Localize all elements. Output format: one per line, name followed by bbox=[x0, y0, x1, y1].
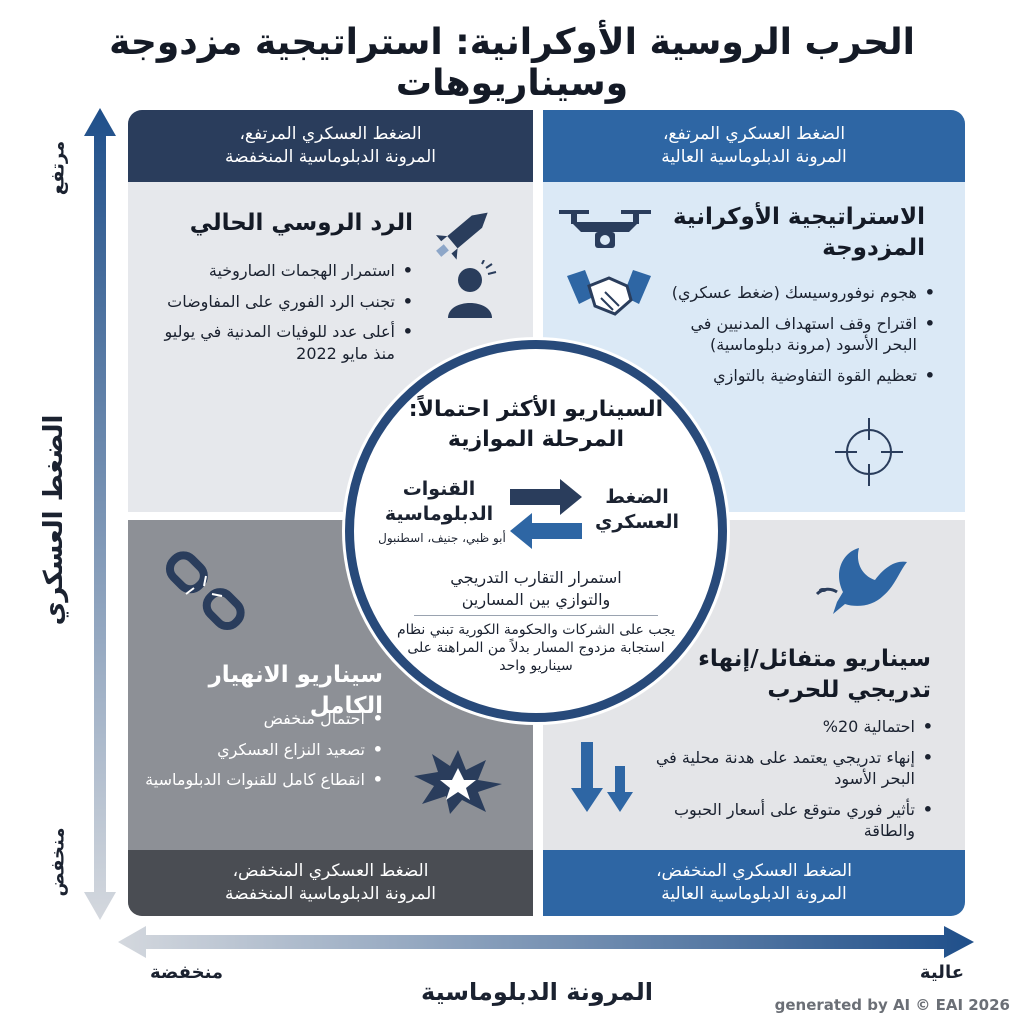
list-item: • استمرار الهجمات الصاروخية bbox=[153, 260, 413, 282]
diplomatic-places: أبو ظبي، جنيف، اسطنبول bbox=[378, 531, 506, 545]
list-item: • أعلى عدد للوفيات المدنية في يوليو منذ مايو 2022 bbox=[153, 321, 413, 364]
quadrant-title: سيناريو الانهيار الكامل bbox=[208, 662, 383, 720]
convergence-line: والتوازي بين المسارين bbox=[461, 589, 611, 609]
quadrant-header bbox=[543, 110, 965, 182]
vertical-axis-arrow bbox=[84, 108, 116, 920]
bullet-list bbox=[153, 260, 413, 373]
divider bbox=[414, 615, 658, 616]
drone-icon bbox=[557, 206, 653, 254]
military-line: العسكري bbox=[595, 510, 679, 533]
quadrant-footer bbox=[543, 850, 965, 916]
list-item: • احتمالية 20% bbox=[633, 716, 933, 738]
title-line: تدريجي للحرب bbox=[767, 677, 931, 704]
footer-credit: generated by AI © EAI 2026 bbox=[774, 996, 1010, 1014]
handshake-icon bbox=[565, 266, 653, 322]
quadrant-title bbox=[673, 202, 925, 264]
list-item: • احتمال منخفض bbox=[133, 708, 383, 730]
list-item: • تأثير فوري متوقع على أسعار الحبوب والطاقة bbox=[633, 799, 933, 842]
list-item: • هجوم نوفوروسيسك (ضغط عسكري) bbox=[653, 282, 935, 304]
list-item: • إنهاء تدريجي يعتمد على هدنة محلية في البحر الأسود bbox=[633, 747, 933, 790]
list-item: • تصعيد النزاع العسكري bbox=[133, 739, 383, 761]
recommendation-text: يجب على الشركات والحكومة الكورية تبني نظام استجابة مزدوج المسار بدلاً من المراهنة على سيناريو واحد bbox=[396, 622, 676, 675]
center-title-line: المرحلة الموازية bbox=[447, 426, 625, 452]
horizontal-axis-arrow bbox=[118, 920, 974, 964]
distressed-person-icon bbox=[440, 260, 500, 320]
dove-icon bbox=[813, 542, 909, 630]
list-item: • تعظيم القوة التفاوضية بالتوازي bbox=[653, 365, 935, 387]
band-line: الضغط العسكري المنخفض، bbox=[232, 861, 429, 882]
military-pressure-label bbox=[582, 485, 692, 534]
x-axis-label: المرونة الدبلوماسية bbox=[421, 978, 653, 1006]
band-line: المرونة الدبلوماسية العالية bbox=[661, 884, 847, 904]
y-axis-low-label: منخفض bbox=[47, 827, 69, 897]
crosshair-icon bbox=[833, 416, 905, 488]
band-line: الضغط العسكري المنخفض، bbox=[656, 861, 852, 882]
diplomatic-line: الدبلوماسية bbox=[384, 502, 494, 525]
y-axis-high-label: مرتفع bbox=[47, 140, 69, 196]
band-line: المرونة الدبلوماسية المنخفضة bbox=[225, 147, 437, 167]
quadrant-footer bbox=[128, 850, 533, 916]
convergence-line: استمرار التقارب التدريجي bbox=[450, 568, 622, 587]
military-line: الضغط bbox=[605, 486, 669, 508]
band-line: الضغط العسكري المرتفع، bbox=[662, 124, 846, 145]
list-item: • تجنب الرد الفوري على المفاوضات bbox=[153, 291, 413, 313]
broken-chain-icon bbox=[164, 542, 248, 638]
list-item: • اقتراح وقف استهداف المدنيين في البحر الأسود (مرونة دبلوماسية) bbox=[653, 313, 935, 356]
x-axis-high-label: عالية bbox=[919, 962, 964, 983]
title-line: المزدوجة bbox=[822, 235, 925, 262]
list-item: • انقطاع كامل للقنوات الدبلوماسية bbox=[133, 769, 383, 791]
band-line: المرونة الدبلوماسية العالية bbox=[661, 147, 847, 167]
band-line: الضغط العسكري المرتفع، bbox=[239, 124, 422, 145]
page-title: الحرب الروسية الأوكرانية: استراتيجية مزدوجة وسيناريوهات bbox=[109, 22, 915, 104]
down-arrows-icon bbox=[571, 740, 637, 816]
bullet-list bbox=[133, 708, 383, 800]
quadrant-title bbox=[698, 644, 931, 706]
title-line: الاستراتيجية الأوكرانية bbox=[672, 204, 925, 230]
bullet-list bbox=[653, 282, 935, 395]
quadrant-header bbox=[128, 110, 533, 182]
quadrant-title: الرد الروسي الحالي bbox=[189, 210, 413, 236]
convergence-text bbox=[384, 567, 688, 610]
x-axis-low-label: منخفضة bbox=[150, 962, 224, 983]
title-line: سيناريو متفائل/إنهاء bbox=[698, 646, 931, 672]
missile-icon bbox=[428, 194, 506, 266]
band-line: المرونة الدبلوماسية المنخفضة bbox=[225, 884, 437, 904]
bullet-list bbox=[633, 716, 933, 851]
center-title bbox=[374, 395, 698, 454]
diplomatic-channels-label bbox=[364, 477, 514, 526]
diplomatic-line: القنوات bbox=[402, 478, 476, 500]
parallel-arrows-icon bbox=[506, 473, 586, 553]
explosion-icon bbox=[410, 746, 506, 816]
y-axis-label: الضغط العسكري bbox=[39, 414, 69, 626]
center-scenario-circle bbox=[345, 340, 727, 722]
center-title-line: السيناريو الأكثر احتمالاً: bbox=[408, 397, 664, 422]
